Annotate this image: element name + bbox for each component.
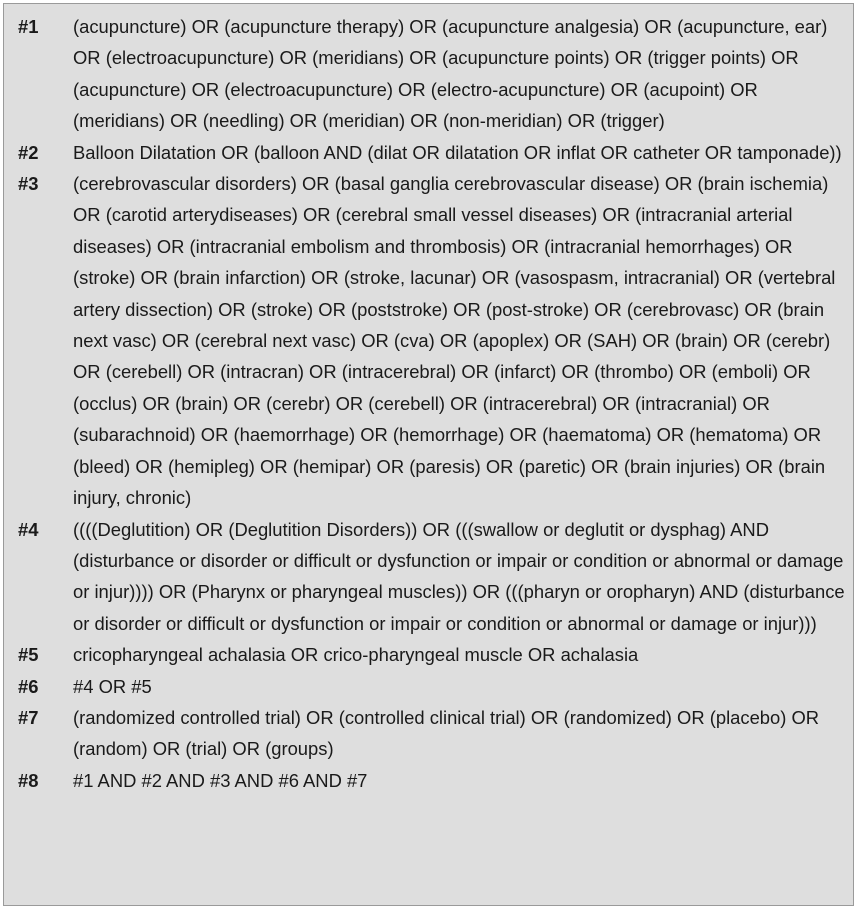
row-number: #1	[18, 16, 39, 37]
search-query: #1 AND #2 AND #3 AND #6 AND #7	[73, 769, 368, 791]
row-number: #6	[18, 675, 39, 697]
row-number: #3	[18, 173, 39, 195]
search-query: (randomized controlled trial) OR (controlled clinical trial) OR (randomized) OR (placebo) OR (random) OR (trial) OR (groups)	[73, 706, 820, 760]
table-row	[18, 514, 848, 640]
search-query: cricopharyngeal achalasia OR crico-pharyngeal muscle OR achalasia	[73, 644, 639, 666]
table-row	[18, 168, 848, 513]
search-query: (cerebrovascular disorders) OR (basal ganglia cerebrovascular disease) OR (brain ischemia) OR (carotid arterydiseases) OR (cerebral small vessel diseases) OR (intracranial arterial diseases) OR (intracranial embolism and thrombosis) OR (intracranial hemorrhages) OR (stroke) OR (brain infarction) OR (stroke, lacunar) OR (vasospasm, intracranial) OR (vertebral artery dissection) OR (stroke) OR (poststroke) OR (post-stroke) OR (cerebrovasc) OR (brain next vasc) OR (cerebral next vasc) OR (cva) OR (apoplex) OR (SAH) OR (brain) OR (cerebr) OR (cerebell) OR (intracran) OR (intracerebral) OR (infarct) OR (thrombo) OR (emboli) OR (occlus) OR (brain) OR (cerebr) OR (cerebell) OR (intracerebral) OR (intracranial) OR (subarachnoid) OR (haemorrhage) OR (hemorrhage) OR (haematoma) OR (hematoma) OR (bleed) OR (hemipleg) OR (hemipar) OR (paresis) OR (paretic) OR (brain injuries) OR (brain injury, chronic)	[73, 173, 836, 509]
table-row	[18, 765, 848, 796]
row-number: #4	[18, 518, 39, 540]
search-query: #4 OR #5	[73, 675, 152, 697]
table-row	[18, 11, 848, 137]
row-number: #7	[18, 706, 39, 728]
table-row	[18, 639, 848, 670]
table-row	[18, 671, 848, 702]
table-row	[18, 702, 848, 765]
row-number: #5	[18, 644, 39, 666]
row-number: #2	[18, 141, 39, 163]
search-query: (acupuncture) OR (acupuncture therapy) OR (acupuncture analgesia) OR (acupuncture, ear) OR (electroacupuncture) OR (meridians) OR (acupuncture points) OR (trigger points) OR (acupuncture) OR (electroacupuncture) OR (electro-acupuncture) OR (acupoint) OR (meridians) OR (needling) OR (meridian) OR (non-meridian) OR (trigger)	[73, 16, 828, 132]
search-query: ((((Deglutition) OR (Deglutition Disorders)) OR (((swallow or deglutit or dysphag) AND (disturbance or disorder or difficult or dysfunction or impair or condition or abnormal or damage or injur)))) OR (Pharynx or pharyngeal muscles)) OR (((pharyn or oropharyn) AND (disturbance or disorder or difficult or dysfunction or impair or condition or abnormal or damage or injur)))	[73, 518, 845, 634]
search-strategy-table	[18, 11, 848, 796]
row-number: #8	[18, 769, 39, 791]
search-strategy-panel	[3, 3, 854, 906]
table-row	[18, 137, 848, 168]
search-query: Balloon Dilatation OR (balloon AND (dilat OR dilatation OR inflat OR catheter OR tamponade))	[73, 141, 842, 163]
